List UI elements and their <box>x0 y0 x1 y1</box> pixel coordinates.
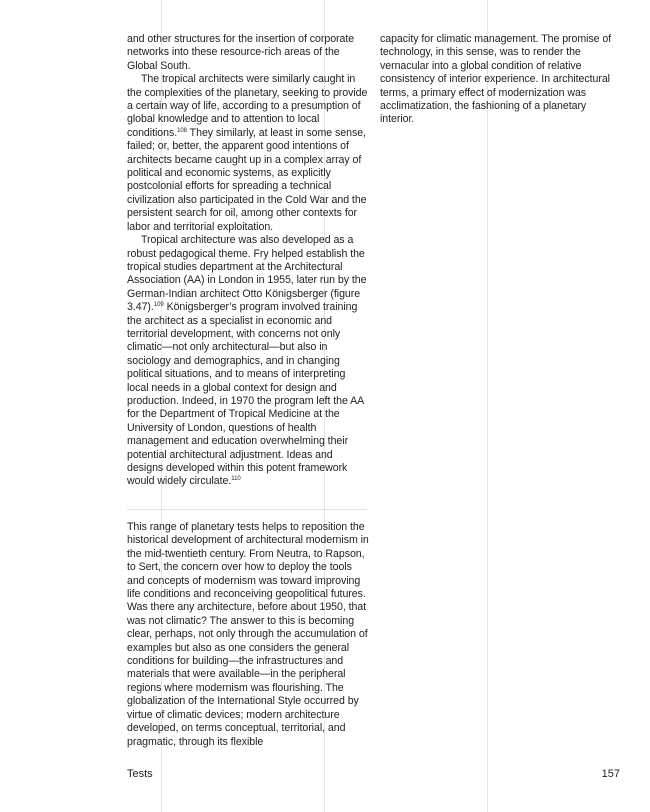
paragraph: capacity for climatic management. The promise of technology, in this sense, was to render the vernacular into a global condition of relative consistency of interior experience. In architectural terms, a primary effect of modernization was acclimatization, the fashioning of a planetary interior. <box>380 33 612 126</box>
footnote-ref[interactable]: 109 <box>153 302 164 309</box>
paragraph <box>127 73 369 234</box>
paragraph: This range of planetary tests helps to reposition the historical development of architectural modernism in the mid-twentieth century. From Neutra, to Rapson, to Sert, the concern over how to deploy the tools and concepts of modernism was toward improving life conditions and reconceiving geopolitical futures. Was there any architecture, before about 1950, that was not climatic? The answer to this is becoming clear, perhaps, not only through the accumulation of examples but also as one considers the general conditions for building—the infrastructures and materials that were available—in the peripheral regions where modernism was flourishing. The globalization of the International Style occurred by virtue of climatic devices; modern architecture developed, on terms conceptual, territorial, and pragmatic, through its flexible <box>127 521 369 748</box>
left-text-column-section <box>127 521 369 749</box>
paragraph-text: Tropical architecture was also developed as a robust pedagogical theme. Fry helped establish the tropical studies department at the Architectural Association (AA) in London in 1955, later run by the German-Indian architect Otto Königsberger (figure 3.47). <box>127 234 367 314</box>
paragraph-text: Königsberger’s program involved training the architect as a specialist in economic and territorial development, with concerns not only climatic—not only architectural—but also in sociology and demographics, and in changing political situations, and to means of interpreting local needs in a global context for design and production. Indeed, in 1970 the program left the AA for the Department of Tropical Medicine at the University of London, questions of health management and education overwhelming their potential architectural adjustment. Ideas and designs developed within this potent framework would widely circulate. <box>127 301 364 488</box>
right-text-column <box>380 33 622 127</box>
page-number: 157 <box>601 768 620 780</box>
paragraph <box>127 234 369 489</box>
paragraph-text: The tropical architects were similarly caught in the complexities of the planetary, seeking to provide a certain way of life, according to a presumption of global knowledge and to attention to local conditions. <box>127 73 368 139</box>
footnote-ref[interactable]: 108 <box>177 127 187 134</box>
section-divider <box>127 509 367 510</box>
left-text-column <box>127 33 369 489</box>
paragraph: and other structures for the insertion of corporate networks into these resource-rich areas of the Global South. <box>127 33 355 72</box>
footnote-ref[interactable]: 110 <box>231 476 241 483</box>
paragraph-text: They similarly, at least in some sense, failed; or, better, the apparent good intentions of architects became caught up in a complex array of political and economic systems, as explicitly postcolonial efforts for spreading a technical civilization also participated in the Cold War and the persistent search for oil, among other contexts for labor and territorial exploitation. <box>127 126 367 233</box>
running-footer-section: Tests <box>127 768 153 780</box>
